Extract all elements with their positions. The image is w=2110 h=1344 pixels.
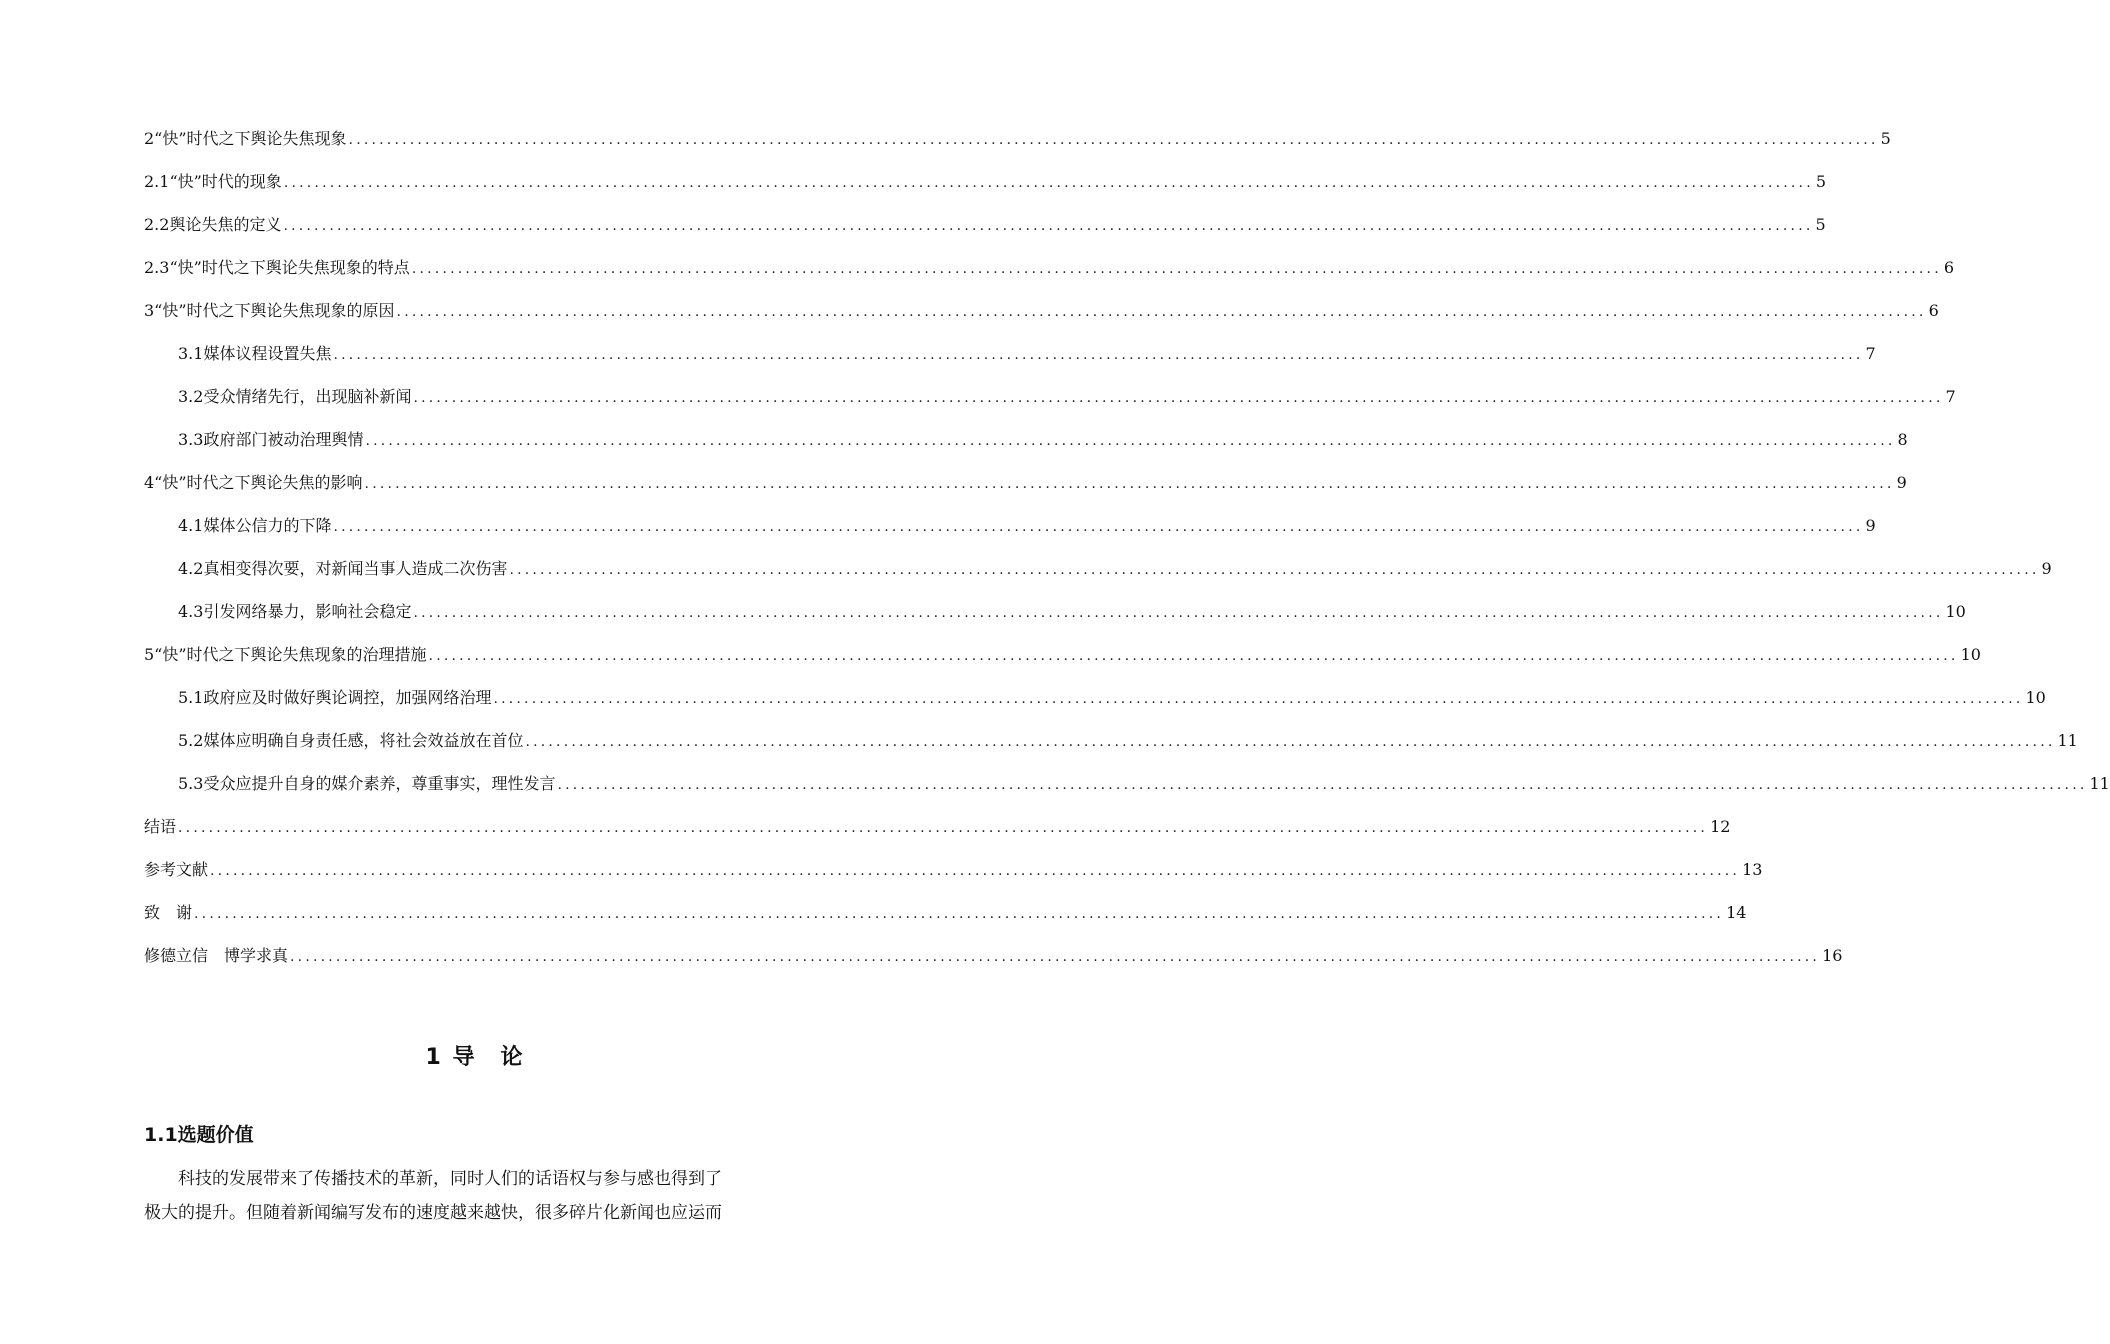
- toc-entry-title: 4.2真相变得次要，对新闻当事人造成二次伤害: [178, 559, 508, 578]
- toc-entry-title: 结语: [144, 817, 177, 836]
- toc-leader-dots: ........................................................................................................................................................................................................: [413, 605, 1944, 621]
- toc-page-number: 6: [1928, 301, 1939, 320]
- toc-entry-title: 4“快”时代之下舆论失焦的影响: [144, 473, 363, 492]
- toc-entry[interactable]: [144, 676, 2046, 719]
- toc-leader-dots: ........................................................................................................................................................................................................: [365, 433, 1896, 449]
- toc-entry-title: 3.1媒体议程设置失焦: [178, 344, 332, 363]
- toc-leader-dots: ........................................................................................................................................................................................................: [333, 347, 1864, 363]
- toc-entry[interactable]: [144, 289, 1939, 332]
- toc-leader-dots: ........................................................................................................................................................................................................: [283, 218, 1814, 234]
- toc-leader-dots: ........................................................................................................................................................................................................: [194, 906, 1725, 922]
- toc-page-number: 9: [1865, 516, 1876, 535]
- toc-entry[interactable]: [144, 504, 1876, 547]
- toc-page-number: 16: [1822, 946, 1843, 965]
- toc-leader-dots: ........................................................................................................................................................................................................: [178, 820, 1709, 836]
- toc-entry[interactable]: [144, 332, 1876, 375]
- toc-entry-title: 2.3“快”时代之下舆论失焦现象的特点: [144, 258, 410, 277]
- toc-entry-title: 5.2媒体应明确自身责任感，将社会效益放在首位: [178, 731, 524, 750]
- paragraph-line: 科技的发展带来了传播技术的革新，同时人们的话语权与参与感也得到了: [178, 1169, 722, 1189]
- toc-entry[interactable]: [144, 719, 2078, 762]
- toc-leader-dots: ........................................................................................................................................................................................................: [283, 175, 1814, 191]
- toc-leader-dots: ........................................................................................................................................................................................................: [210, 863, 1741, 879]
- toc-entry[interactable]: [144, 461, 1907, 504]
- toc-entry-title: 4.1媒体公信力的下降: [178, 516, 332, 535]
- toc-leader-dots: ........................................................................................................................................................................................................: [396, 304, 1927, 320]
- toc-entry[interactable]: [144, 160, 1827, 203]
- toc-page-number: 12: [1710, 817, 1731, 836]
- toc-leader-dots: ........................................................................................................................................................................................................: [493, 691, 2024, 707]
- toc-leader-dots: ........................................................................................................................................................................................................: [509, 562, 2040, 578]
- toc-entry-title: 5“快”时代之下舆论失焦现象的治理措施: [144, 645, 427, 664]
- toc-page-number: 11: [2089, 774, 2110, 793]
- toc-entry-title: 修德立信 博学求真: [144, 946, 289, 965]
- toc-leader-dots: ........................................................................................................................................................................................................: [428, 648, 1959, 664]
- toc-page-number: 5: [1815, 215, 1826, 234]
- toc-page-number: 13: [1742, 860, 1763, 879]
- toc-entry-title: 致 谢: [144, 903, 193, 922]
- toc-entry[interactable]: [144, 590, 1966, 633]
- toc-leader-dots: ........................................................................................................................................................................................................: [413, 390, 1944, 406]
- toc-page-number: 6: [1943, 258, 1955, 277]
- toc-page-number: 10: [2025, 688, 2046, 707]
- toc-leader-dots: ........................................................................................................................................................................................................: [348, 132, 1879, 148]
- toc-entry[interactable]: [144, 762, 2110, 805]
- toc-leader-dots: ........................................................................................................................................................................................................: [411, 261, 1942, 277]
- toc-page-number: 14: [1726, 903, 1747, 922]
- toc-entry-title: 3.3政府部门被动治理舆情: [178, 430, 364, 449]
- toc-page-number: 11: [2057, 731, 2078, 750]
- toc-entry[interactable]: [144, 805, 1731, 848]
- toc-entry-title: 5.1政府应及时做好舆论调控，加强网络治理: [178, 688, 492, 707]
- toc-entry-title: 2.1“快”时代的现象: [144, 172, 282, 191]
- toc-entry[interactable]: [144, 246, 1955, 289]
- toc-entry-title: 3.2受众情绪先行，出现脑补新闻: [178, 387, 412, 406]
- toc-page-number: 9: [1896, 473, 1907, 492]
- toc-entry[interactable]: [144, 418, 1908, 461]
- toc-leader-dots: ........................................................................................................................................................................................................: [333, 519, 1864, 535]
- toc-page-number: 8: [1897, 430, 1908, 449]
- toc-entry-title: 4.3引发网络暴力，影响社会稳定: [178, 602, 412, 621]
- toc-entry[interactable]: [144, 848, 1763, 891]
- toc-entry[interactable]: [144, 117, 1891, 160]
- toc-entry[interactable]: [144, 934, 1843, 977]
- toc-leader-dots: ........................................................................................................................................................................................................: [364, 476, 1895, 492]
- toc-entry-title: 5.3受众应提升自身的媒介素养，尊重事实，理性发言: [178, 774, 556, 793]
- paragraph-line: 极大的提升。但随着新闻编写发布的速度越来越快，很多碎片化新闻也应运而: [144, 1203, 722, 1223]
- toc-entry-title: 3“快”时代之下舆论失焦现象的原因: [144, 301, 395, 320]
- toc-page-number: 10: [1945, 602, 1966, 621]
- toc-entry[interactable]: [144, 633, 1981, 676]
- toc-page-number: 7: [1945, 387, 1956, 406]
- toc-entry[interactable]: [144, 547, 2052, 590]
- toc-entry[interactable]: [144, 203, 1826, 246]
- toc-page-number: 10: [1960, 645, 1981, 664]
- toc-leader-dots: ........................................................................................................................................................................................................: [525, 734, 2056, 750]
- toc-entry[interactable]: [144, 375, 1956, 418]
- toc-leader-dots: ........................................................................................................................................................................................................: [557, 777, 2088, 793]
- chapter-title: 1 导 论: [425, 1045, 525, 1070]
- toc-page-number: 5: [1815, 172, 1827, 191]
- toc-entry-title: 2“快”时代之下舆论失焦现象: [144, 129, 347, 148]
- toc-entry[interactable]: [144, 891, 1747, 934]
- toc-page-number: 9: [2041, 559, 2052, 578]
- toc-leader-dots: ........................................................................................................................................................................................................: [290, 949, 1821, 965]
- toc-page-number: 7: [1865, 344, 1876, 363]
- table-of-contents: [144, 117, 2110, 977]
- toc-page-number: 5: [1880, 129, 1891, 148]
- toc-entry-title: 参考文献: [144, 860, 209, 879]
- section-title: 1.1选题价值: [144, 1124, 254, 1146]
- body-paragraph: [144, 1162, 824, 1230]
- toc-entry-title: 2.2舆论失焦的定义: [144, 215, 282, 234]
